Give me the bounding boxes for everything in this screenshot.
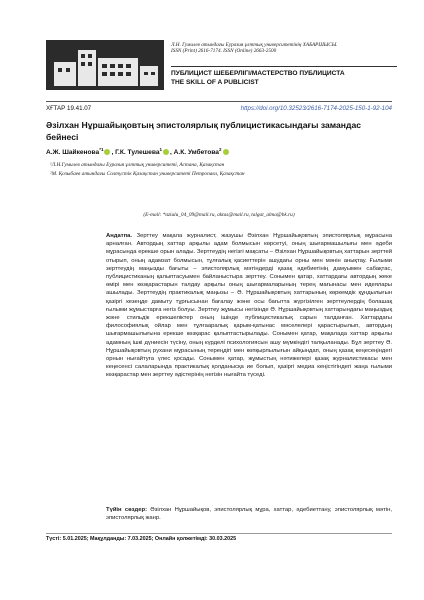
keywords <box>106 506 392 522</box>
author-affil-mark: *1 <box>99 147 104 152</box>
journal-header <box>46 40 392 104</box>
keywords-label: Түйін сөздер: <box>106 507 148 513</box>
keywords-text: Әзілхан Нұршайықов, эпистолярлық мұра, хаттар, әдебиеттану, эпистолярлық мәтін, эпистолярлық жанр. <box>106 507 393 522</box>
university-building-logo <box>46 40 164 90</box>
author-name: А.К. Умбетова <box>173 149 219 157</box>
abstract-text: Зерттеу мақала журналист, жазушы Әзілхан Нұршайықовтың эпистолярлық мұрасына арналған. Автордың хаттар арқылы адам болмысын көрсетуі, оның шығармашылығы мен әдеби мұрасында ерекше орын алады. Зерттеудің негізгі мақсаты – Әзілхан Нұршайықовтың хаттарын зерттей отырып, оның адамзат болмысын, тұлғалық қасиеттерін ашудағы орны мен мәнін анықтау. Ғылыми зерттеудің маңызды бағыты – эпистолярлық мәтіндерді қазақ әдебиетінің дамуымен сабақтас, публицистиканың қалыптасуымен байланыстыра зерттеу. Сонымен қатар, хаттардағы автордың жеке өмірі мен көзқарастарын талдау арқылы оның шығармаларының терең мағынасы мен идеялары ашылады. Зерттеудің практикалық маңызы – Ә. Нұршайықовтың хаттарының көркемдік құндылығын қазіргі кезеңде дамыту тұрғысынан бағалау және осы бағытта жүргізілген зерттеулердің болашақ ғылыми жұмыстарға негіз болуы. Зерттеу жұмысы негізінде Ә. Нұршайықовтың хаттарындағы маңыздық және стильдік ерекшеліктер оның ішінде публицистикалық сарын талданған. Хаттардағы философиялық ойлар мен тұлғааралық қарым-қатынас мәселелері қарастырылып, автордың шығармашылығына ерекше көзқарас қалыптастырылады. Сонымен қатар, мақалада хаттар арқылы адамның ішкі дүниесін түсіну, оның күрделі психологиясын ашу мүмкіндігі талқыланады. Бұл зерттеу Ә. Нұршайықовтың рухани мұрасының тереңдігі мен көпқырлылығын айқындап, оның қазақ кеңесеңіндегі орнын нығайтуға үлес қосады. Сонымен қатар, жұмыстың нәтижелері қазақ журналистикасы мен кеңесенсі салаларында практикалық қолданысқа ие болып, қазіргі медиа кеңістігіндегі жаңа ғылыми көзқарастар мен зерттеу әдістерінің негізін нығайта түседі. <box>106 233 392 379</box>
classification-code: ХҒТАР 19.41.07 <box>46 105 92 112</box>
author-affil-mark: 2 <box>218 147 222 152</box>
author-name: А.Ж. Шайкенова <box>46 149 100 157</box>
journal-meta <box>171 42 399 55</box>
affiliation-2: ²М. Қозыбаев атындағы Солтүстік Қазақстан университеті Петропавл, Қазақстан <box>50 171 245 177</box>
author-list: А.Ж. Шайкенова$^{*1}$ , Г.К. Тулешева$^1$ , А.К. Умбетова$^2$ <box>46 147 392 156</box>
orcid-icon[interactable] <box>223 149 229 155</box>
author-affil-mark: 1 <box>159 147 162 152</box>
author-name: Г.К. Тулешева <box>115 149 160 157</box>
page-header-rule <box>46 101 392 102</box>
section-title <box>171 69 399 87</box>
issn-line: ISSN (Print) 2616-7174. ISSN (Online) 2663-2500 <box>171 48 277 55</box>
publication-dates: Түсті: 5.01.2025; Мақұлданды: 7.03.2025; Онлайн қолжетімді: 30.03.2025 <box>46 536 237 542</box>
abstract <box>106 232 392 380</box>
article-title: Әзілхан Нұршайықовтың эпистолярлық публицистикасындағы замандас бейнесі <box>46 120 362 142</box>
section-title-en: THE SKILL OF A PUBLICIST <box>171 79 259 86</box>
doi-link[interactable]: https://doi.org/10.32523/2616-7174-2025-150-1-92-104 <box>240 105 392 112</box>
affiliation-1: ¹Л.Н.Гумилев атындағы Еуразия ұлттық университеті, Астана, Қазақстан <box>50 162 225 168</box>
journal-name-line: Л.Н. Гумилев атындағы Еуразия ұлттық университетінің ХАБАРШЫСЫ. <box>171 42 338 48</box>
author-emails: (E-mail: *aziulu_04_09@mail.ru, aktas@mail.ru, talgat_alma@bk.ru) <box>143 212 295 218</box>
abstract-label: Андатпа. <box>106 233 132 239</box>
section-title-kz: ПУБЛИЦИСТ ШЕБЕРЛІГІ/МАСТЕРСТВО ПУБЛИЦИСТА <box>171 70 345 77</box>
orcid-icon[interactable] <box>104 149 110 155</box>
dates-divider <box>46 533 392 534</box>
orcid-icon[interactable] <box>163 149 169 155</box>
header-divider <box>171 66 397 67</box>
